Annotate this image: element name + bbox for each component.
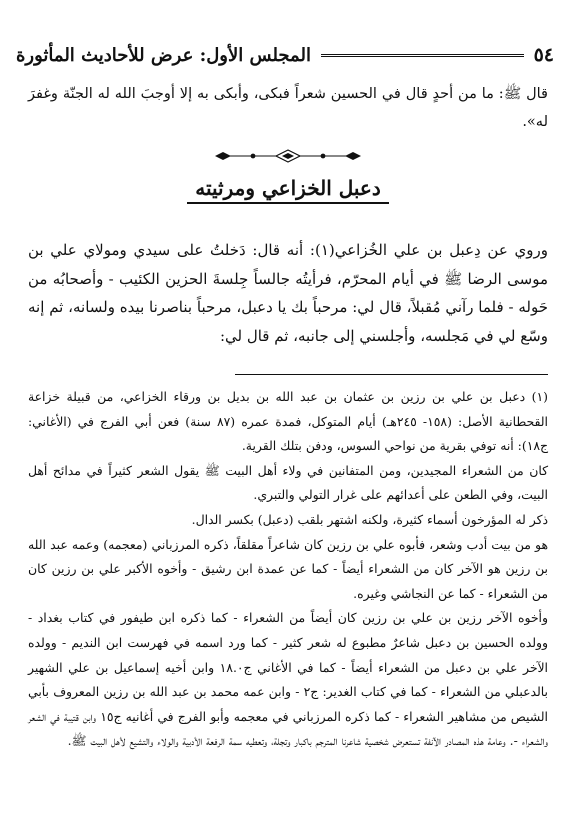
- hadith-quote: قال ﷺ: ما من أحدٍ قال في الحسين شعراً فبكى، وأبكى به إلا أوجبَ الله له الجنّة وغفرَ له».: [28, 86, 548, 130]
- page-number: ٥٤: [533, 44, 554, 66]
- section-title: [0, 176, 576, 204]
- header-rule: [321, 54, 524, 57]
- footnote-paragraph: كان من الشعراء المجيدين، ومن المتفانين في ولاء أهل البيت ﷺ يقول الشعر كثيراً في مدائح أهل البيت، وفي الطعن على أعدائهم على غرار التولي والتبري.: [28, 462, 548, 503]
- section-title-text: دعبل الخزاعي ومرثيته: [187, 176, 388, 204]
- running-title: المجلس الأول: عرض للأحاديث المأثورة: [16, 44, 311, 66]
- divider-ornament-icon: [0, 148, 576, 167]
- footnotes: [28, 385, 548, 754]
- footnote-paragraph: ذكر له المؤرخون أسماء كثيرة، ولكنه اشتهر بلقب (دعبل) بكسر الدال.: [191, 511, 548, 527]
- body-paragraph: وروي عن دِعبل بن علي الخُزاعي(١): أنه قال: دَخلتُ على سيدي ومولاي علي بن موسى الرضا ﷺ في أيام المحرّم، فرأيتُه جالساً جِلسةَ الحزين الكئيب - وأصحابُه من حَوله - فلما رآني مُقبلاً، قال لي: مرحباً بك يا دعبل، مرحباً بناصرنا بيده ولسانه، ثم إنه وسّع لي في مَجلسه، وأجلسني إلى جانبه، ثم قال لي:: [28, 241, 548, 345]
- footnote-paragraph: وأخوه الآخر رزين بن علي بن رزين كان أيضاً من الشعراء - كما ذكره ابن طيفور في كتاب بغداد - وولده الحسين بن دعبل شاعرٌ مطبوع له شعر كثير - كما ورد اسمه في فهرست ابن النديم - وولده الآخر علي بن دعبل من الشعراء أيضاً - كما في الأغاني ج١٨.٠ وابن أخيه إسماعيل بن علي الشهير بالدعبلي من الشعراء - كما في كتاب الغدير: ج٢ - وابن عمه محمد بن عبد الله بن رزين المعروف بأبي الشيص من مشاهير الشعراء - كما ذكره المرزباني في معجمه وأبو الفرج في أغانيه ج١٥ وابن قتيبة في الشعر والشعراء -. وعامة هذه المصادر الآنفة تستعرض شخصية شاعرنا المترجم باكبار وتجلة، وتعطيه سمة الرفعة الأدبية والولاء والتشيع لأهل البيت ﷺ.: [28, 610, 548, 749]
- footnote-separator: [235, 374, 548, 375]
- page-header: [16, 40, 554, 70]
- footnote-paragraph: (١) دعبل بن علي بن رزين بن عثمان بن عبد الله بن بديل بن ورقاء الخزاعي، من قبيلة خزاعة القحطانية الأصل: (١٥٨- ٢٤٥هـ) أيام المتوكل، فمدة عمره (٨٧ سنة) فعن أبي الفرج في (الأغاني: ج١٨): أنه توفي بقرية من نواحي السوس، ودفن بتلك القرية.: [28, 389, 548, 454]
- footnote-paragraph: هو من بيت أدب وشعر، فأبوه علي بن رزين كان شاعراً مقلقاً، ذكره المرزباني (معجمه) وعمه عبد الله بن رزين هو الآخر كان من الشعراء أيضاً - كما عن عمدة ابن رشيق - وأخوه الأكبر علي بن رزين كان من الشعراء - كما عن النجاشي وغيره.: [28, 536, 548, 601]
